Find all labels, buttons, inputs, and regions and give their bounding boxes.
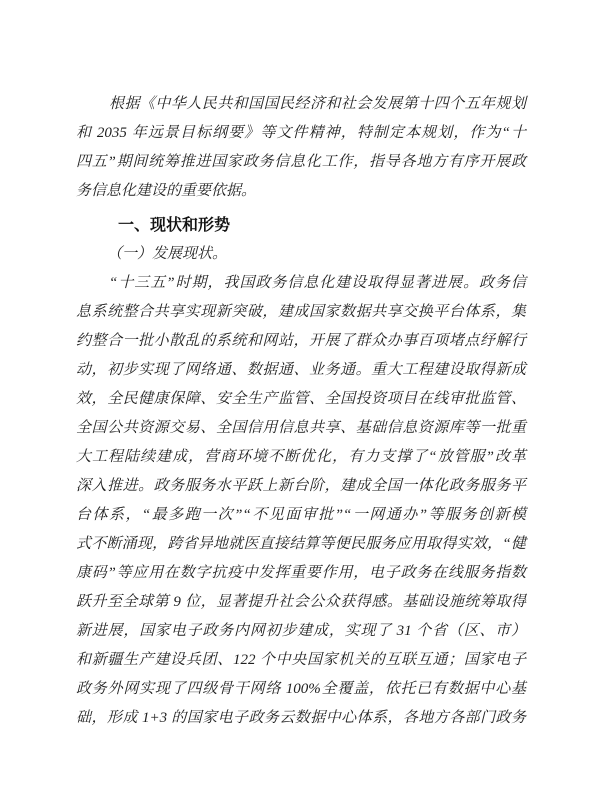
subsection-heading: （一）发展现状。	[107, 246, 228, 262]
status-paragraph-line: 康码”等应用在数字抗疫中发挥重要作用，电子政务在线服务指数	[76, 565, 526, 581]
status-paragraph-line: 约整合一批小散乱的系统和网站，开展了群众办事百项堵点纾解行	[76, 333, 526, 349]
section-heading: 一、现状和形势	[118, 217, 231, 234]
status-paragraph-line: 大工程陆续建成，营商环境不断优化，有力支撑了“放管服”改革	[76, 449, 526, 465]
status-paragraph-line: 深入推进。政务服务水平跃上新台阶，建成全国一体化政务服务平	[76, 478, 526, 494]
document-body	[76, 90, 526, 733]
status-paragraph-line: 动，初步实现了网络通、数据通、业务通。重大工程建设取得新成	[76, 362, 526, 378]
status-paragraph-line: 全国公共资源交易、全国信用信息共享、基础信息资源库等一批重	[76, 420, 526, 436]
status-paragraph-line: “十三五”时期，我国政务信息化建设取得显著进展。政务信	[109, 275, 526, 291]
status-paragraph-line: 础，形成 1+3 的国家电子政务云数据中心体系，各地方各部门政务	[76, 710, 526, 726]
status-paragraph-line: 跃升至全球第 9 位，显著提升社会公众获得感。基础设施统筹取得	[76, 594, 526, 610]
status-paragraph-line: 台体系，“最多跑一次”“不见面审批”“一网通办”等服务创新模	[76, 507, 526, 523]
status-paragraph-line: 式不断涌现，跨省异地就医直接结算等便民服务应用取得实效，“健	[76, 536, 526, 552]
status-paragraph-line: 息系统整合共享实现新突破，建成国家数据共享交换平台体系，集	[76, 304, 526, 320]
intro-paragraph-line: 和 2035 年远景目标纲要》等文件精神，特制定本规划，作为“十	[76, 125, 526, 141]
status-paragraph-line: 和新疆生产建设兵团、122 个中央国家机关的互联互通；国家电子	[76, 652, 526, 668]
intro-paragraph-line: 根据《中华人民共和国国民经济和社会发展第十四个五年规划	[109, 96, 526, 112]
status-paragraph-line: 新进展，国家电子政务内网初步建成，实现了 31 个省（区、市）	[76, 623, 526, 639]
status-paragraph-line: 效，全民健康保障、安全生产监管、全国投资项目在线审批监管、	[76, 391, 526, 407]
status-paragraph-line: 政务外网实现了四级骨干网络 100%全覆盖，依托已有数据中心基	[76, 681, 526, 697]
intro-paragraph-line: 务信息化建设的重要依据。	[76, 183, 257, 199]
intro-paragraph-line: 四五”期间统筹推进国家政务信息化工作，指导各地方有序开展政	[76, 154, 526, 170]
